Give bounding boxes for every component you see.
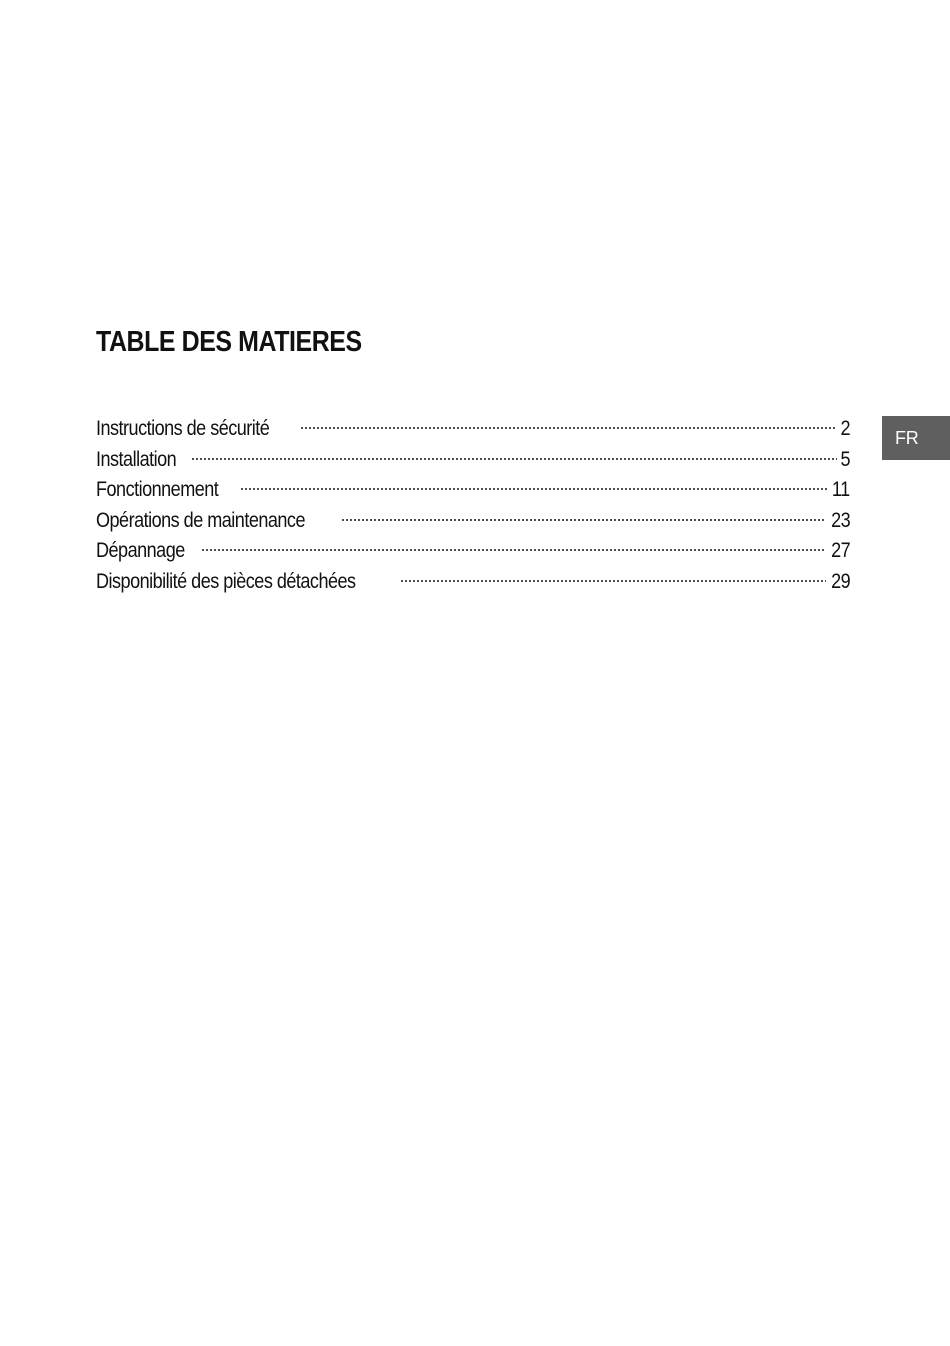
toc-entry-installation[interactable]: [96, 445, 850, 476]
toc-entry-page-number: 5: [840, 447, 850, 471]
toc-entry-page-number: 2: [840, 417, 850, 440]
dot-leader: [400, 579, 826, 583]
toc-entry-spare-parts[interactable]: [96, 567, 850, 598]
dot-leader: [240, 487, 827, 491]
dot-leader: [191, 457, 837, 461]
page-title: TABLE DES MATIERES: [96, 326, 362, 358]
toc-entry-safety-instructions[interactable]: [96, 414, 850, 445]
toc-entry-label: Instructions de sécurité: [96, 417, 270, 440]
toc-entry-troubleshooting[interactable]: [96, 536, 850, 567]
toc-entry-page-number: 27: [830, 539, 850, 562]
toc-entry-label: Disponibilité des pièces détachées: [96, 569, 356, 593]
dot-leader: [201, 548, 826, 552]
dot-leader: [300, 426, 837, 430]
language-tab: FR: [882, 416, 950, 460]
toc-entry-label: Fonctionnement: [96, 478, 219, 501]
toc-entry-label: Dépannage: [96, 539, 185, 562]
toc-entry-label: Installation: [96, 447, 177, 471]
toc-entry-label: Opérations de maintenance: [96, 508, 305, 532]
toc-entry-page-number: 29: [830, 569, 850, 593]
toc-entry-maintenance[interactable]: [96, 506, 850, 537]
table-of-contents: [96, 414, 850, 597]
toc-entry-page-number: 11: [832, 478, 850, 501]
toc-entry-page-number: 23: [830, 508, 850, 532]
toc-entry-operation[interactable]: [96, 475, 850, 506]
dot-leader: [341, 518, 826, 522]
